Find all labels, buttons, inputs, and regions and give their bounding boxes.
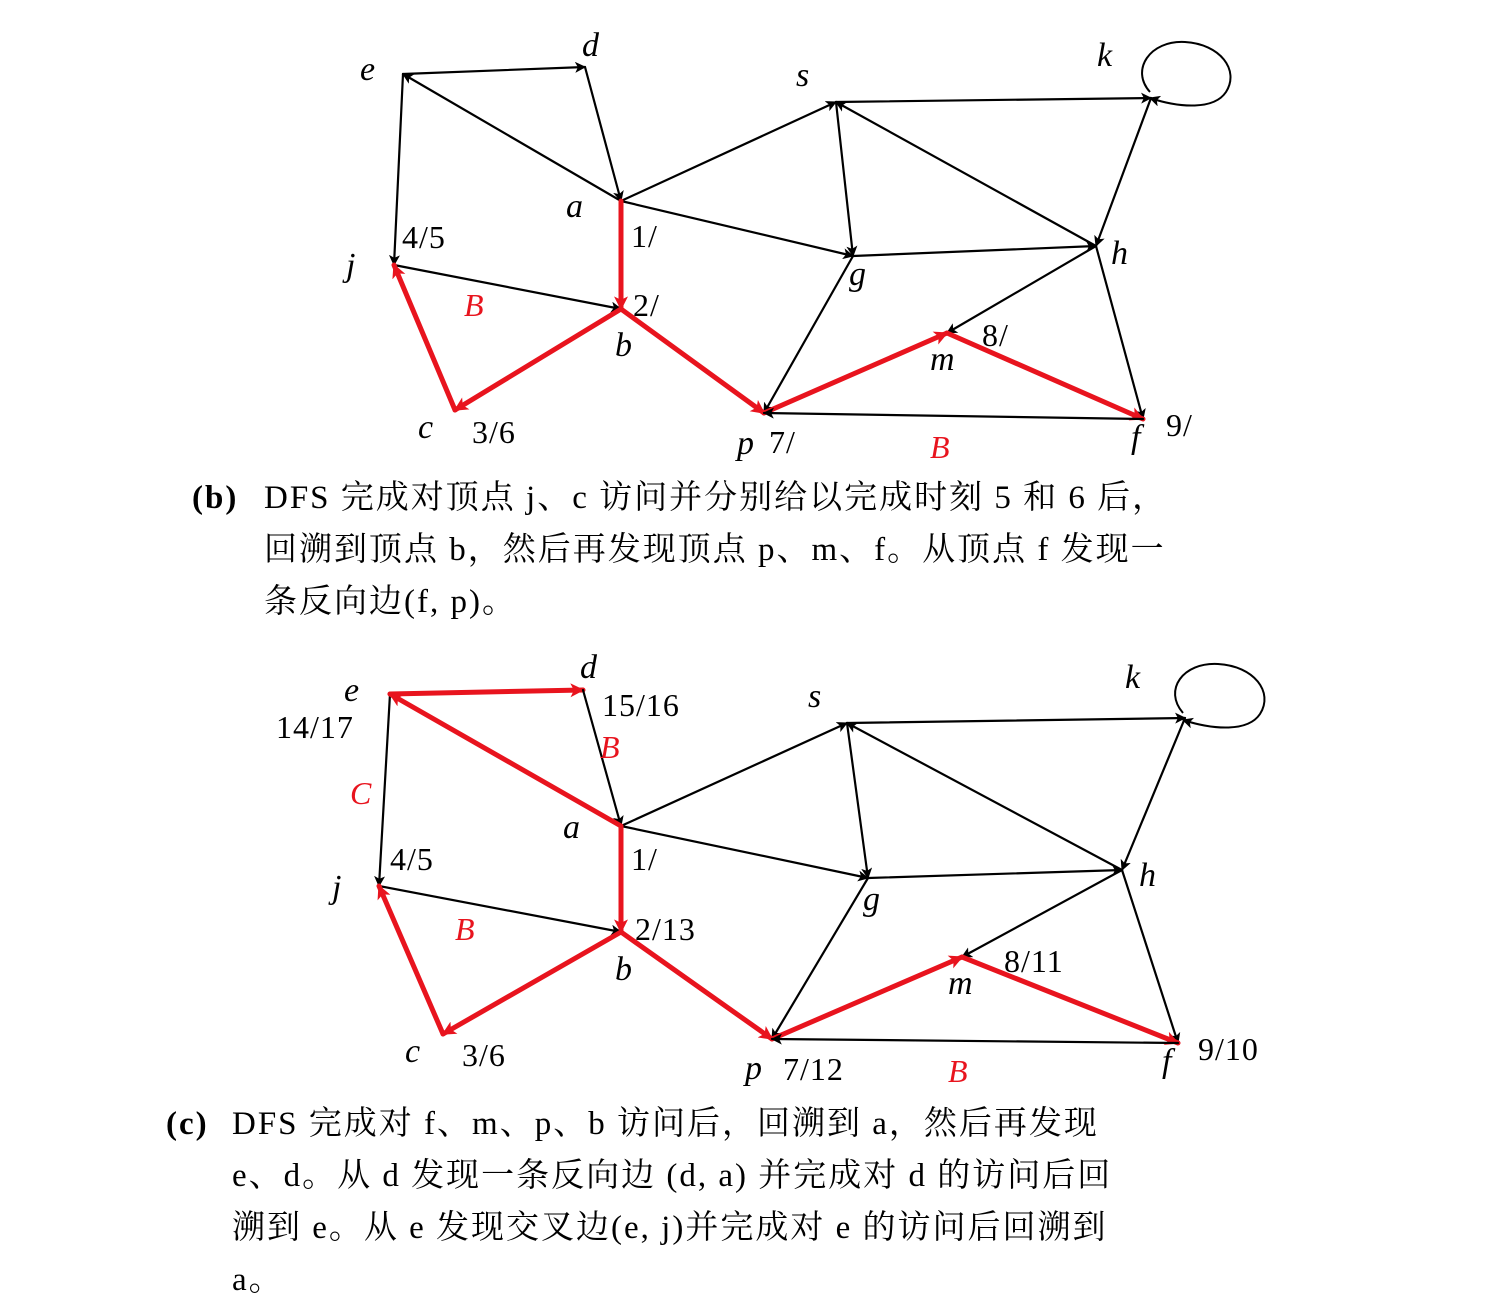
caption-tag: (b) [192, 480, 239, 516]
vertex-g-name: g [863, 881, 880, 918]
caption-line: DFS 完成对 f、m、p、b 访问后，回溯到 a，然后再发现 [232, 1106, 1099, 1142]
vertex-f-name: f [1162, 1043, 1172, 1080]
vertex-m-name: m [948, 965, 973, 1002]
edge-g-p [772, 878, 868, 1039]
caption-tag: (c) [166, 1106, 209, 1142]
edge-b-c [443, 932, 621, 1034]
edge-label-f-p: B [930, 429, 950, 465]
edge-j-b [379, 886, 621, 932]
vertex-c-name: c [418, 409, 434, 446]
edge-b-c [455, 309, 621, 410]
edge-label-j-b: B [464, 287, 484, 323]
vertex-d-time: 15/16 [602, 687, 680, 723]
vertex-s-name: s [808, 678, 822, 715]
edge-a-s [621, 102, 836, 201]
vertex-j-time: 4/5 [402, 219, 446, 255]
vertex-f-name: f [1131, 419, 1141, 456]
edge-g-h [853, 246, 1096, 256]
vertex-s-name: s [796, 57, 810, 94]
edge-s-g [836, 102, 853, 256]
vertex-f-time: 9/10 [1198, 1031, 1259, 1067]
edge-a-g [621, 826, 868, 878]
vertex-a-name: a [563, 809, 580, 846]
edge-p-m [772, 957, 962, 1039]
panel-b [192, 27, 1231, 620]
edge-e-d [403, 67, 585, 74]
edge-h-s [847, 723, 1122, 870]
caption-line: DFS 完成对顶点 j、c 访问并分别给以完成时刻 5 和 6 后， [264, 480, 1168, 516]
vertex-g-name: g [849, 256, 866, 293]
panel-c [166, 649, 1264, 1298]
edge-h-f [1122, 870, 1178, 1043]
vertex-e-time: 14/17 [276, 709, 354, 745]
edge-c-j [394, 265, 455, 410]
vertex-p-name: p [745, 1050, 762, 1087]
vertex-k-name: k [1097, 37, 1113, 74]
edge-s-k [847, 718, 1185, 723]
edge-k-h [1096, 98, 1151, 246]
edge-b-p [621, 932, 772, 1039]
edge-s-k [836, 98, 1151, 102]
edge-c-j [379, 886, 443, 1034]
edge-j-b [394, 265, 621, 309]
edge-g-p [764, 256, 853, 413]
caption-line: e、d。从 d 发现一条反向边 (d, a) 并完成对 d 的访问后回 [232, 1158, 1113, 1194]
edge-p-m [764, 333, 947, 413]
edge-k-h [1122, 718, 1185, 870]
vertex-d-name: d [580, 649, 597, 686]
edges [394, 67, 1151, 419]
vertex-b-time: 2/ [633, 287, 660, 323]
edge-a-e [403, 74, 621, 201]
vertex-b-name: b [615, 951, 632, 988]
edge-label-d-a: B [600, 729, 620, 765]
edge-g-h [868, 870, 1122, 878]
vertex-c-time: 3/6 [472, 414, 516, 450]
edge-e-d [390, 690, 583, 694]
vertex-e-name: e [344, 672, 360, 709]
edge-e-j [379, 694, 390, 886]
edge-f-p [772, 1039, 1178, 1043]
edge-s-g [847, 723, 868, 878]
vertex-p-time: 7/ [769, 424, 796, 460]
vertex-j-time: 4/5 [390, 841, 434, 877]
vertex-a-time: 1/ [631, 841, 658, 877]
edge-m-f [962, 957, 1178, 1043]
caption-line: 回溯到顶点 b，然后再发现顶点 p、m、f。从顶点 f 发现一 [264, 532, 1166, 568]
vertex-m-time: 8/11 [1004, 943, 1064, 979]
vertex-a-time: 1/ [631, 218, 658, 254]
vertex-h-name: h [1139, 857, 1156, 894]
vertex-h-name: h [1111, 235, 1128, 272]
vertex-e-name: e [360, 51, 376, 88]
vertex-p-time: 7/12 [783, 1051, 844, 1087]
caption-line: 条反向边(f, p)。 [264, 584, 517, 620]
edge-h-m [947, 246, 1096, 333]
edge-label-j-b: B [455, 911, 475, 947]
edge-label-f-p: B [948, 1053, 968, 1089]
vertex-d-name: d [582, 27, 599, 64]
edge-h-s [836, 102, 1096, 246]
vertex-k-name: k [1125, 659, 1141, 696]
caption-line: 溯到 e。从 e 发现交叉边(e, j)并完成对 e 的访问后回溯到 [232, 1210, 1108, 1246]
vertex-m-time: 8/ [982, 317, 1009, 353]
vertex-a-name: a [566, 188, 583, 225]
edge-b-p [621, 309, 764, 413]
edges [379, 690, 1185, 1043]
vertex-b-name: b [615, 327, 632, 364]
vertex-j-name: j [332, 869, 342, 906]
edge-k-k-self-loop [1142, 42, 1230, 106]
edge-a-e [390, 694, 621, 826]
edge-d-a [585, 67, 621, 201]
vertex-b-time: 2/13 [635, 911, 696, 947]
edge-k-k-self-loop [1175, 664, 1264, 728]
vertex-m-name: m [930, 341, 955, 378]
vertex-c-name: c [405, 1033, 421, 1070]
vertex-p-name: p [737, 425, 754, 462]
vertex-f-time: 9/ [1166, 407, 1193, 443]
edge-a-s [621, 723, 847, 826]
edge-f-p [764, 413, 1143, 419]
edge-label-e-j: C [350, 775, 372, 811]
caption-line: a。 [232, 1262, 284, 1298]
edge-m-f [947, 333, 1143, 419]
vertex-c-time: 3/6 [462, 1037, 506, 1073]
vertex-j-name: j [346, 247, 356, 284]
